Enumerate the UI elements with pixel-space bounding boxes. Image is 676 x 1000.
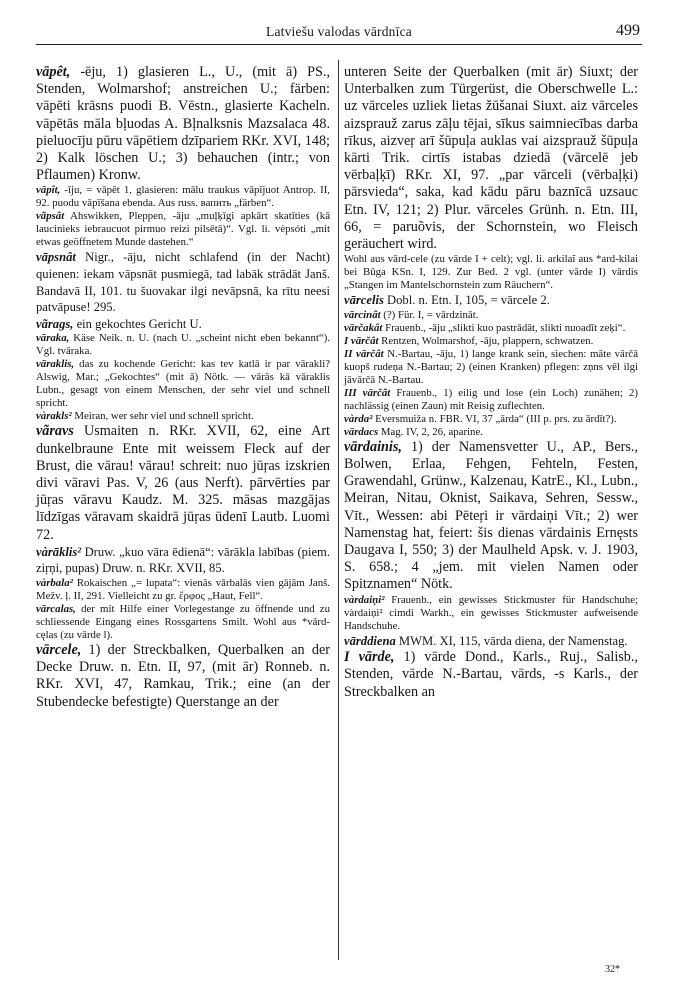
entry-headword: vāpît, <box>36 184 61 197</box>
dictionary-entry <box>36 603 330 642</box>
entry-text: MWM. XI, 115, vārda diena, der Namenstag. <box>395 633 628 648</box>
entry-text: Wohl aus vārd-cele (zu vārde I + celt); vgl. li. arkilaĩ aus *ard-kilai bei Būga KSn. I, 129. Zur Bed. 2 vgl. (unter vārde I) vārdis „Stangen im Mantelschornstein zum Räuchern“. <box>344 253 638 292</box>
entry-headword: vārddiena <box>344 633 396 648</box>
dictionary-entry <box>36 423 330 543</box>
entry-text: Käse Neik. n. U. (nach U. „scheint nicht eben bekannt“). Vgl. tvāraka. <box>36 332 330 358</box>
entry-text: Mag. IV, 2, 26, aparine. <box>378 425 483 438</box>
dictionary-entry <box>344 413 638 426</box>
dictionary-entry <box>344 335 638 348</box>
dictionary-entry <box>36 249 330 315</box>
dictionary-entry <box>344 649 638 701</box>
entry-text: Nigr., -āju, nicht schlafend (in der Nacht) quienen: iekam vāpsnāt pusmiegā, tad labāk strādāt Janš. Bandavā II, 101. tu šuovakar ilgi nevāpsnā, ka rītu neesi patvāpuse! 295. <box>36 250 330 315</box>
entry-text: das zu kochende Gericht: kas tev katlā ir par vārakli? Alswig, Mar.; „Gekochtes“ (mit ā) Nötk. — vārās kā vāraklis Lubn., gesagt von einem Menschen, der sehr viel und schnell spricht. <box>36 358 330 410</box>
dictionary-entry <box>36 184 330 210</box>
entry-text: Meiran, wer sehr viel und schnell spricht. <box>71 410 254 423</box>
entry-text: Eversmuiža n. FBR. VI, 37 „ārda“ (III p. prs. zu ārdīt?). <box>372 412 617 425</box>
dictionary-entry <box>344 64 638 253</box>
entry-headword: vàrāklis² <box>36 544 82 559</box>
dictionary-entry <box>344 309 638 322</box>
dictionary-entry <box>36 410 330 423</box>
dictionary-entry <box>36 577 330 603</box>
dictionary-entry <box>36 544 330 577</box>
entry-text: Dobl. n. Etn. I, 105, = vārcele 2. <box>383 293 550 308</box>
running-header <box>36 20 642 45</box>
entry-headword: III vārčât <box>344 386 391 399</box>
entry-text: -ēju, 1) glasieren L., U., (mit ā) PS., Stenden, Wolmarshof; anstreichen U.; färben: vāpēti krāsns puodi B. Vēstn., glasierte Kacheln. vāpētās māla bļuodas A. Bļnalksnis Mazsalaca 48. pieluocīju pūru vāpētiem dzīpariem RKr. XVI, 148; 2) Kalk löschen U.; 3) behauchen (intr.; von Pflaumen) Kronw. <box>36 64 330 184</box>
entry-headword: vàrda² <box>344 412 373 425</box>
left-column <box>36 64 330 711</box>
printer-signature: 32* <box>605 964 620 975</box>
entry-text: unteren Seite der Querbalken (mit ār) Siuxt; der Unterbalken zum Türgerüst, die Oberschwelle L.: uz vārceles uzliek lietas žūšanai Siuxt. aiz vārceles aizsprauž zarus zāļu tējai, sīkus saimniecības darba rīkus, aizveŗ arī šūpuļa auklas vai aizsprauž šūpuļa kārti Trik. cirtīs istabas dziedā (vārcelē jeb vērbaļķī) RKr. XI, 97. „par vārceli (vērbaļķi) pārsvieda“, saka, kad kādu pāru baznīcā uzsauc Etn. IV, 121; 2) Plur. vārceles Grünh. n. Etn. III, 66, = paruõvis, der Schornstein, wo Fleisch geräuchert wird. <box>344 64 638 253</box>
dictionary-entry <box>36 64 330 184</box>
entry-headword: vārcinât <box>344 308 381 321</box>
dictionary-entry <box>36 210 330 249</box>
entry-headword: vārcelis <box>344 293 384 308</box>
dictionary-entry <box>344 633 638 650</box>
dictionary-entry <box>36 642 330 711</box>
dictionary-entry <box>36 332 330 358</box>
entry-headword: vàrakls² <box>36 410 72 423</box>
entry-text: Usmaiten n. RKr. XVII, 62, eine Art dunkelbraune Ente mit weissem Fleck auf der Brust, die vārau! vārau! schreit: nuo jūŗas izskrien divi vāravi Pas. V, 26 (aus Nerft). pārvērties par jūŗas vāravu Kaudz. M. 325. māsas mazgājas līdzīgas vāravam skaidrā jūŗas ūdenī Lautb. Luomi 72. <box>36 423 330 543</box>
entry-headword: vāpsnât <box>36 250 76 265</box>
entry-text: Druw. „kuo vāra ēdienā“: vārākla labības (piem. ziŗņi, pupas) Druw. n. RKr. XVII, 85. <box>36 544 330 576</box>
column-divider <box>338 60 339 960</box>
entry-text: Frauenb., 1) eilig und lose (ein Loch) zunähen; 2) nachlässig (einen Zaun) mit Reisig zuflechten. <box>344 386 638 412</box>
dictionary-entry <box>344 439 638 594</box>
page-number: 499 <box>616 22 640 39</box>
right-column <box>344 64 638 701</box>
running-title: Latviešu valodas vārdnīca <box>266 24 412 39</box>
entry-headword: vārcele, <box>36 642 82 658</box>
entry-headword: vārcalas, <box>36 603 76 615</box>
entry-headword: vāpêt, <box>36 64 71 80</box>
entry-headword: vàrdaiņi² <box>344 593 385 606</box>
dictionary-entry <box>36 358 330 410</box>
entry-text: Frauenb., ein gewisses Stickmuster für Handschuhe; vàrdaiņi² cimdi Warkh., ein gewisses Stickmuster aufweisende Handschuhe. <box>344 593 638 632</box>
entry-headword: vãravs <box>36 423 74 440</box>
dictionary-entry <box>344 348 638 387</box>
entry-headword: II vārčât <box>344 347 384 360</box>
entry-headword: I vārde, <box>344 649 395 666</box>
entry-text: ein gekochtes Gericht U. <box>73 316 202 331</box>
dictionary-entry <box>344 322 638 335</box>
dictionary-entry <box>344 292 638 309</box>
entry-text: Ahswikken, Pleppen, -āju „muļķīgi apkārt skatīties (kā laucinieks iebraucuot pirmuo reizi pilsētā)“. Vgl. li. vėpsóti „mit etwas geöffnetem Munde dastehen.“ <box>36 210 330 249</box>
entry-text: (?) Für. I, = vārdzināt. <box>380 308 479 321</box>
entry-headword: vāraka, <box>36 332 70 345</box>
entry-headword: vārdainis, <box>344 438 402 455</box>
entry-text: 1) der Streckbalken, Querbalken an der Decke Druw. n. Etn. II, 97, (mit ār) Ronneb. n. RKr. XVI, 47, Ramkau, Trik.; eine (an der Stubendecke befestigte) Querstange an der <box>36 642 330 710</box>
dictionary-entry <box>36 316 330 333</box>
entry-text: -īju, = vāpêt 1, glasieren: mālu traukus vāpījuot Antrop. II, 92. puodu vāpīšana ebenda. Aus russ. вапить „färben“. <box>36 184 330 210</box>
entry-headword: I vārčât <box>344 334 379 347</box>
dictionary-entry <box>344 387 638 413</box>
entry-headword: vãrags, <box>36 316 74 331</box>
dictionary-entry <box>344 426 638 439</box>
entry-headword: vārčakât <box>344 321 383 334</box>
entry-headword: vārdacs <box>344 425 379 438</box>
entry-headword: vàrbala² <box>36 577 73 589</box>
entry-text: Rokaischen „= lupata“: vienās vārbalās vien gājām Janš. Mežv. ļ. II, 291. Vielleicht zu gr. ἔρφος „Haut, Fell“. <box>36 577 330 602</box>
entry-text: Rentzen, Wolmarshof, -āju, plappern, schwatzen. <box>378 334 594 347</box>
dictionary-entry <box>344 253 638 292</box>
entry-headword: vāraklis, <box>36 358 75 371</box>
entry-headword: vãpsât <box>36 210 65 223</box>
entry-text: 1) der Namensvetter U., AP., Bers., Bolwen, Erlaa, Fehgen, Fehteln, Festen, Grawendahl, Grünw., Kalzenau, KatrE., Kl., Lubn., Meiran, Nitau, Oknist, Saikava, Sehren, Sessw., Vīt., Wessen: abi Pēteŗi ir vārdaiņi Vīt.; 2) wer Namenstag hat, feiert: šis dienas vārdainis Ernęsts Daugava I, 550; 3) der Maulheld Apsk. v. J. 1903, S. 658.; 4 „jem. mit vielen Namen oder Spitznamen“ Nötk. <box>344 438 638 593</box>
entry-text: 1) vārde Dond., Karls., Ruj., Salisb., Stenden, vārde N.-Bartau, vārds, -s Karls., der Streckbalken an <box>344 649 638 700</box>
entry-text: der mit Hilfe einer Vorlegestange zu öffnende und zu schliessende Eingang eines Rossgartens Smilt. Wohl aus *vārd-cęlas (zu vārde l). <box>36 603 330 641</box>
dictionary-entry <box>344 594 638 633</box>
entry-text: Frauenb., -āju „slikti kuo pastrādāt, slikti nuoadīt zeķi“. <box>382 321 626 334</box>
entry-text: N.-Bartau, -āju, 1) lange krank sein, siechen: māte vārčā kuopš rudeņa N.-Bartau; 2) (einen Kranken) pflegen: zņns vēl ilgi jāvārčā N.-Bartau. <box>344 347 639 386</box>
